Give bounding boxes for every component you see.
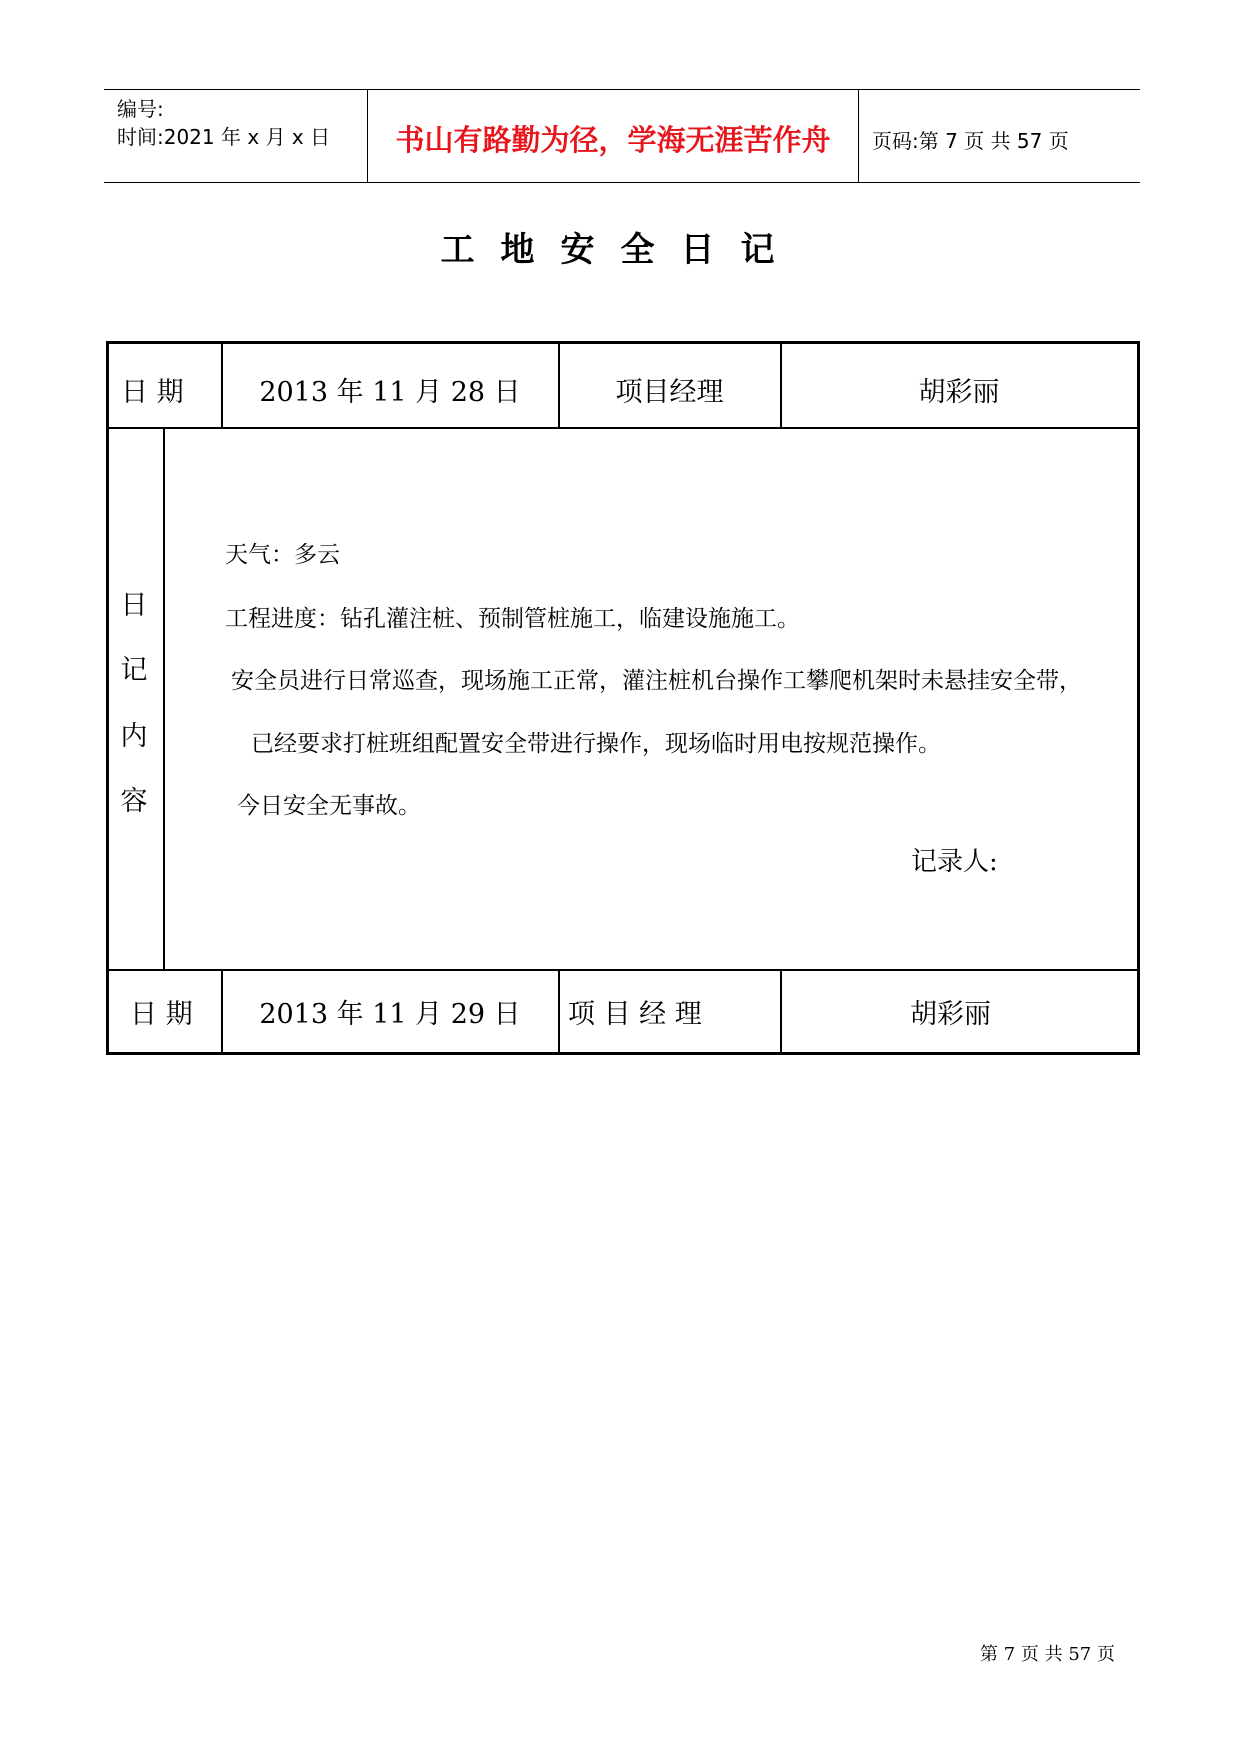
header-top-rule: [104, 89, 1140, 90]
header-time-label: 时间:2021 年 x 月 x 日: [117, 125, 331, 149]
page-title: 工地安全日记: [440, 230, 801, 270]
table-col-divider: [163, 427, 165, 970]
table-col-divider: [558, 969, 560, 1054]
diary-summary-line: 今日安全无事故。: [237, 793, 421, 819]
diary-progress-line: 工程进度：钻孔灌注桩、预制管桩施工，临建设施施工。: [225, 606, 800, 632]
header-number-label: 编号:: [117, 97, 164, 121]
table-border-bottom: [106, 1052, 1140, 1055]
table-border-right: [1137, 341, 1140, 1055]
table-col-divider: [780, 969, 782, 1054]
entry2-manager-name: 胡彩丽: [910, 999, 991, 1030]
diary-weather-line: 天气：多云: [225, 542, 340, 568]
entry1-date-label: 日 期: [121, 377, 184, 408]
table-border-top: [106, 341, 1140, 344]
diary-side-label: 记: [120, 655, 148, 686]
entry1-manager-label: 项目经理: [615, 377, 724, 408]
diary-side-label: 日: [120, 590, 148, 621]
diary-action-line: 已经要求打桩班组配置安全带进行操作，现场临时用电按规范操作。: [251, 731, 941, 757]
diary-recorder-label: 记录人:: [911, 847, 998, 877]
entry2-date-label: 日 期: [130, 999, 193, 1030]
entry2-date-value: 2013 年 11 月 29 日: [259, 999, 521, 1030]
page-number-footer: 第 7 页 共 57 页: [980, 1644, 1115, 1665]
header-page-label: 页码:第 7 页 共 57 页: [872, 129, 1069, 153]
table-border-left: [106, 341, 109, 1055]
entry2-manager-label: 项 目 经 理: [568, 999, 702, 1030]
header-motto: 书山有路勤为径，学海无涯苦作舟: [395, 123, 831, 157]
diary-inspection-line: 安全员进行日常巡查，现场施工正常，灌注桩机台操作工攀爬机架时未悬挂安全带，: [231, 668, 1082, 694]
table-row-divider: [106, 427, 1140, 429]
diary-side-label: 容: [120, 786, 148, 817]
header-bottom-rule: [104, 182, 1140, 183]
diary-side-label: 内: [120, 721, 148, 752]
entry1-date-value: 2013 年 11 月 28 日: [259, 377, 521, 408]
header-divider-right: [858, 89, 859, 183]
table-row-divider: [106, 969, 1140, 971]
entry1-manager-name: 胡彩丽: [918, 377, 1000, 408]
